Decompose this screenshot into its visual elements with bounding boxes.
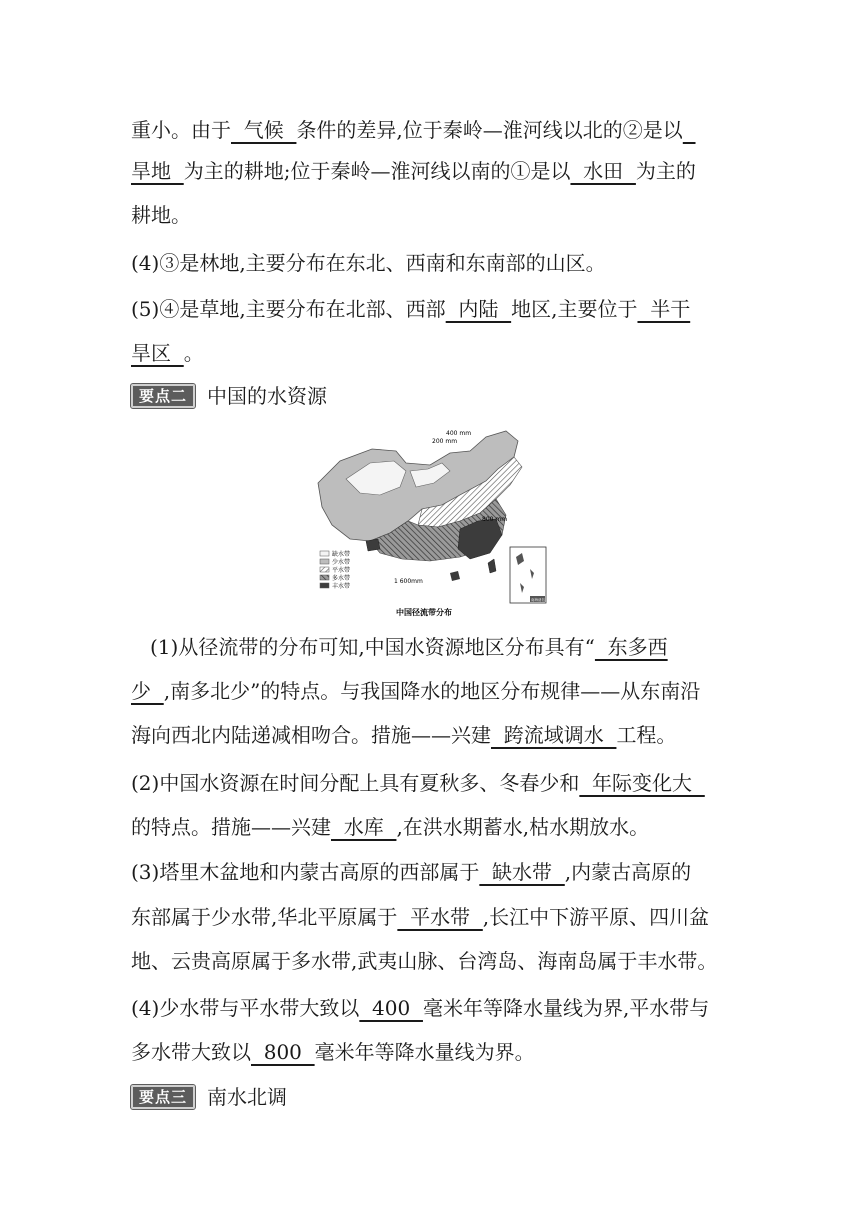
text: (4)少水带与平水带大致以 (131, 996, 360, 1020)
q3-line (131, 902, 729, 932)
inset-label: 南海诸岛 (531, 598, 545, 602)
legend-label: 缺水带 (332, 551, 351, 558)
text: (5)④是草地,主要分布在北部、西部 (131, 297, 446, 321)
map-caption: 中国径流带分布 (396, 608, 452, 617)
section-heading (131, 381, 327, 411)
text: 毫米年等降水量线为界。 (314, 1040, 535, 1064)
text: 多水带大致以 (131, 1040, 251, 1064)
answer-blank: 缺水带 (479, 860, 565, 884)
q2-line (131, 812, 729, 842)
text: (2)中国水资源在时间分配上具有夏秋多、冬春少和 (131, 771, 580, 795)
text: 地区,主要位于 (511, 297, 638, 321)
answer-blank: 800 (251, 1040, 315, 1064)
paragraph-line (131, 156, 729, 186)
map-figure (310, 423, 550, 623)
text: 的特点。措施——兴建 (131, 815, 331, 839)
answer-blank: 气候 (231, 118, 297, 142)
text: 为主的 (635, 159, 696, 183)
item-5 (131, 294, 729, 324)
answer-blank: 水库 (331, 815, 397, 839)
text: ,南多北少”的特点。与我国降水的地区分布规律——从东南沿 (163, 679, 701, 703)
q1-line (131, 676, 729, 706)
q4-line (131, 1037, 729, 1067)
isoline-400-label: 400 mm (446, 430, 472, 437)
runoff-zone-map (310, 423, 550, 623)
legend-label: 多水带 (332, 575, 351, 582)
section-badge: 要点二 (131, 384, 195, 408)
q1-line (150, 632, 729, 662)
text: 。 (183, 341, 204, 365)
isoline-800-label: 800 mm (482, 516, 508, 523)
answer-blank: 年际变化大 (579, 771, 705, 795)
answer-blank (683, 118, 696, 142)
map-legend (320, 550, 350, 590)
text: 东部属于少水带,华北平原属于 (131, 905, 398, 929)
legend-label: 少水带 (332, 559, 351, 566)
answer-blank: 东多西 (594, 635, 668, 659)
section-title: 南水北调 (207, 1085, 288, 1109)
text: 重小。由于 (131, 118, 231, 142)
text: ,在洪水期蓄水,枯水期放水。 (396, 815, 650, 839)
isoline-1600-label: 1 600mm (394, 578, 423, 585)
q2-line (131, 768, 729, 798)
hainan-island (450, 571, 460, 581)
text: 工程。 (616, 723, 677, 747)
q4-line (131, 993, 729, 1023)
text: ,长江中下游平原、四川盆 (482, 905, 710, 929)
text: (1)从径流带的分布可知,中国水资源地区分布具有“ (150, 635, 595, 659)
paragraph-line: 耕地。 (131, 203, 191, 227)
text: 为主的耕地;位于秦岭—淮河线以南的①是以 (183, 159, 571, 183)
south-china-sea-inset (510, 547, 546, 603)
answer-blank: 跨流域调水 (491, 723, 617, 747)
legend-label: 丰水带 (332, 583, 351, 590)
text: 条件的差异,位于秦岭—淮河线以北的②是以 (296, 118, 683, 142)
answer-blank: 400 (359, 996, 423, 1020)
answer-blank: 旱地 (131, 159, 184, 183)
q1-line (131, 720, 729, 750)
q3-line: 地、云贵高原属于多水带,武夷山脉、台湾岛、海南岛属于丰水带。 (131, 949, 718, 973)
text: 海向西北内陆递减相吻合。措施——兴建 (131, 723, 491, 747)
answer-blank: 水田 (570, 159, 636, 183)
item-4: (4)③是林地,主要分布在东北、西南和东南部的山区。 (131, 251, 606, 275)
isoline-200-label: 200 mm (432, 438, 458, 445)
q3-line (131, 857, 729, 887)
answer-blank: 少 (131, 679, 164, 703)
answer-blank: 旱区 (131, 341, 184, 365)
text: (3)塔里木盆地和内蒙古高原的西部属于 (131, 860, 480, 884)
item-5-cont (131, 338, 729, 368)
text: ,内蒙古高原的 (564, 860, 692, 884)
section-badge: 要点三 (131, 1085, 195, 1109)
legend-label: 平水带 (332, 567, 351, 574)
text: 毫米年等降水量线为界,平水带与 (422, 996, 710, 1020)
answer-blank: 半干 (637, 297, 691, 321)
section-title: 中国的水资源 (207, 384, 328, 408)
section-heading (131, 1082, 287, 1112)
answer-blank: 内陆 (445, 297, 512, 321)
answer-blank: 平水带 (397, 905, 483, 929)
paragraph-line (131, 115, 729, 145)
